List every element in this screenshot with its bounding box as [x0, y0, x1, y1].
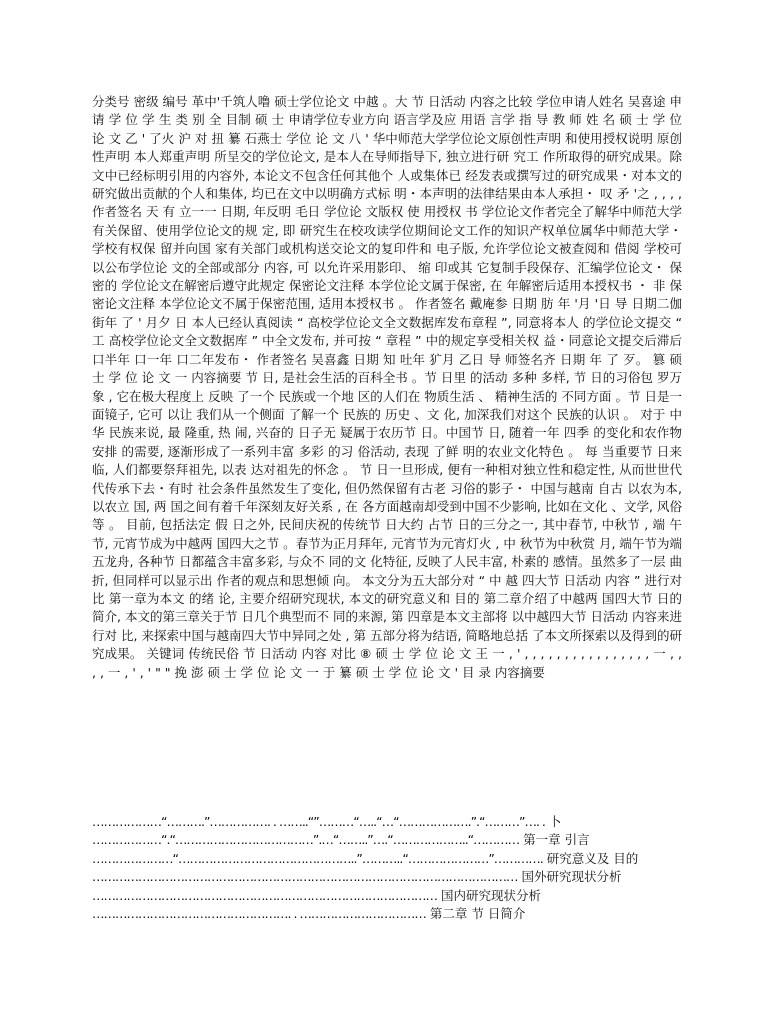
- toc-dot-leader: …………………………………………………………………………………………………: [92, 869, 518, 885]
- toc-entry: [92, 868, 682, 886]
- toc-entry: [92, 905, 682, 923]
- toc-dot-leader: ………………“.“………………………………”.…“……..”….“………………..“…………: [92, 832, 520, 848]
- toc-entry: [92, 831, 682, 849]
- toc-entry-title: 国外研究现状分析: [521, 869, 622, 885]
- table-of-contents: [92, 813, 682, 923]
- toc-dot-leader: ………………………………………………………………………………: [92, 887, 437, 903]
- toc-entry: [92, 887, 682, 905]
- toc-entry: [92, 813, 682, 831]
- toc-entry-title: 卜: [548, 814, 562, 829]
- toc-entry-title: 第一章 引言: [523, 832, 590, 848]
- toc-entry-title: 国内研究现状分析: [440, 887, 541, 903]
- toc-entry-title: 研究意义及 目的: [546, 850, 639, 866]
- toc-dot-leader: …………………“………………………………………..”………..“…………………”………….: [92, 850, 543, 866]
- toc-entry-title: 第二章 节 日简介: [429, 905, 526, 921]
- toc-dot-leader: ……………………………………………. . ……………………………: [92, 905, 426, 921]
- thesis-front-matter-text: 分类号 密级 编号 革中'千筑人噜 硕士学位论文 中越 。大 节 日活动 内容之比较 学位申请人姓名 吴喜途 申请 学 位 学 生 类 别 全 目制 硕 士 申请学位专业方向 语言学及应 用语 言学 指 导 教 师 姓 名 硕 士 学 位 论 文 乙 ' 了火 沪 对 扭 纂 石燕士 学位 论 文 八 ' 华中师范大学学位论文原创性声明 和使用授权说明 原创性声明 本人郑重声明 所呈交的学位论文, 是本人在导师指导下, 独立进行研 究工 作所取得的研究成果。除文中已经标明引用的内容外, 本论文不包含任何其他个 人或集体已 经发表或撰写过的研究成果・对本文的研究做出贡献的个人和集体, 均已在文中以明确方式标 明・本声明的法律结果由本人承担・ 叹 矛 '之 , , , , 作者签名 天 有 立一一 日期, 年反明 毛日 学位论 文版权 使 用授权 书 学位论文作者完全了解华中师范大学有关保留、使用学位论文的规 定, 即 研究生在校攻读学位期间论文工作的知识产权单位属华中师范大学・学校有权保 留并向国 家有关部门或机构送交论文的复印件和 电子版, 允许学位论文被查阅和 借阅 学校可以公布学位论 文的全部或部分 内容, 可 以允许采用影印、 缩 印或其 它复制手段保存、汇编学位论文・ 保密的 学位论文在解密后遵守此规定 保密论文注释 本学位论文属于保密, 在 年解密后适用本授权书 ・ 非 保密论文注释 本学位论文不属于保密范围, 适用本授权书 。 作者签名 戴庵参 日期 肪 年 '月 '日 导 日期二伽 街年 了 ' 月夕 日 本人已经认真阅读 “ 高校学位论文全文数据库发布章程 ”, 同意将本人 的学位论文提交 “ 工 高校学位论文全文数据库 ” 中全文发布, 并可按 “ 章程 ” 中的规定享受相关权 益・同意论文提交后滞后 口半年 口一年 口二年发布・ 作者签名 吴喜鑫 日期 知 吐年 犷月 乙日 导 师签名齐 日期 年 了 歹。 篡 硕 士 学 位 论 文 一 内容摘要 节 日, 是社会生活的百科全书 。节 日里 的活动 多种 多样, 节 日的习俗包 罗万 象 , 它在极大程度上 反映 了一个 民族或一个地 区的人们在 物质生活 、 精神生活的 不同方面 。节 日是一面镜子, 它可 以让 我们从一个侧面 了解一个 民族的 历史 、文 化, 加深我们对这个 民族的认识 。 对于 中华 民族来说, 最 隆重, 热 闹, 兴奋的 日子无 疑属于农历节 日。中国节 日, 随着一年 四季 的变化和农作物安排 的需要, 逐渐形成了一系列丰富 多彩 的习 俗活动, 表现 了鲜 明的农业文化特色 。 每 当重要节 日来 临, 人们都要祭拜祖先, 以表 达对祖先的怀念 。 节 日一旦形成, 便有一种相对独立性和稳定性, 从而世世代 代传承下去・有时 社会条件虽然发生了变化, 但仍然保留有古老 习俗的影子・ 中国与越南 自古 以农为本, 以农立 国, 两 国之间有着千年深刻友好关系 , 在 各方面越南却受到中国不少影响, 比如在文化 、文学, 风俗 等 。 目前, 包括法定 假 日之外, 民间庆祝的传统节 日大约 占节 日的三分之一, 其中春节, 中秋节 , 端 午节, 元宵节成为中越两 国四大之节 。春节为正月拜年, 元宵节为元宵灯火 , 中 秋节为中秋赏 月, 端午节为端五龙舟, 各种节 日都蕴含丰富多彩, 与众不 同的文 化特征, 反映了人民丰富, 朴素的 感情。虽然多了一层 曲折, 但同样可以显示出 作者的观点和思想倾 向。 本文分为五大部分对 “ 中 越 四大节 日活动 内容 ” 进行对 比 第一章为本文 的绪 论, 主要介绍研究现状, 本文的研究意义和 目的 第二章介绍了中越两 国四大节 日的简介, 本文的第三章关于节 日几个典型而不 同的来源, 第 四章是本文主部将 以中越四大节 日活动 内容来进行对 比, 来探索中国与越南四大节中异同之处 , 第 五部分将为结语, 简略地总括 了本文所探索以及得到的研究成果。 关键词 传统民俗 节 日活动 内容 对比 ⑧ 硕 士 学 位 论 文 王 一 , ' , , , , , , , , , , , , , , , , 一 , , , , 一 , ' , ' " " 挽 澎 硕 士 学 位 论 文 一 于 纂 硕 士 学 位 论 文 ' 目 录 内容摘要: [92, 94, 682, 680]
- toc-dot-leader: ………………“……….”……………. . ……..“”………“…..“…“……………….”.“………”…. .: [92, 814, 545, 829]
- toc-entry: [92, 850, 682, 868]
